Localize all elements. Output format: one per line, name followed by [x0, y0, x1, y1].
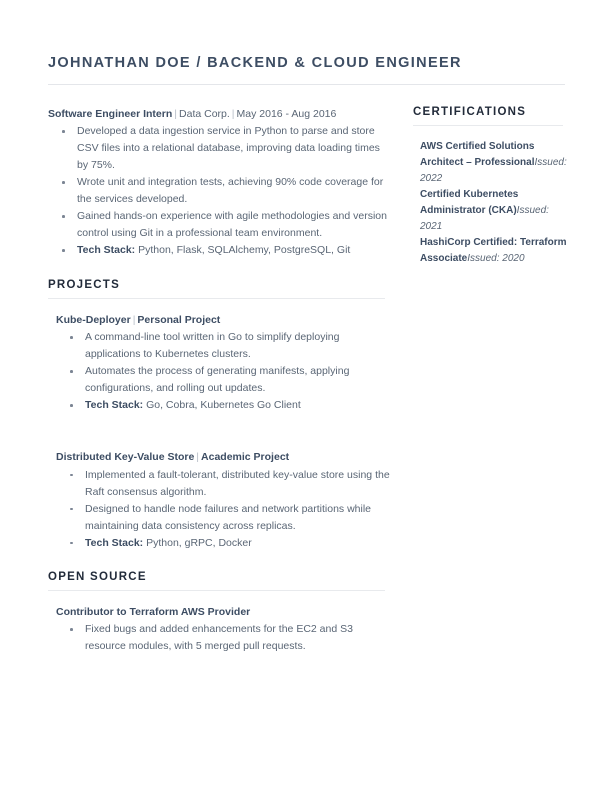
list-item: [420, 139, 573, 187]
section-certifications: [413, 106, 573, 267]
section-heading-projects: PROJECTS: [48, 279, 120, 292]
tech-stack-label: Tech Stack:: [85, 536, 144, 549]
list-item: Designed to handle node failures and network partitions while maintaining data consistency across replicas.: [56, 501, 393, 535]
experience-dates: May 2016 - Aug 2016: [236, 107, 337, 120]
project-title: [56, 449, 393, 465]
tech-stack-value: Go, Cobra, Kubernetes Go Client: [146, 399, 301, 412]
separator-icon: |: [132, 314, 136, 327]
project-entry-distributed-kv-store: [48, 449, 393, 551]
spacer: [48, 299, 393, 312]
list-item: Implemented a fault-tolerant, distributed key-value store using the Raft consensus algorithm.: [56, 467, 393, 501]
project-kind: Academic Project: [201, 451, 290, 464]
separator-icon: |: [174, 107, 178, 120]
project-title: [56, 312, 393, 328]
open-source-bullets: [56, 621, 393, 655]
section-open-source: [48, 571, 393, 655]
list-item-tech-stack: [56, 535, 393, 552]
spacer: [48, 591, 393, 604]
list-item: Wrote unit and integration tests, achieving 90% code coverage for the services developed.: [48, 174, 393, 208]
spacer: [48, 259, 393, 279]
section-heading-certifications: CERTIFICATIONS: [413, 105, 527, 118]
project-bullets: [56, 467, 393, 552]
open-source-entry: [48, 604, 393, 655]
tech-stack-value: Python, Flask, SQLAlchemy, PostgreSQL, Git: [138, 244, 351, 257]
certification-issued: Issued: 2020: [467, 252, 525, 264]
certification-issued: Issued: 2022: [420, 156, 567, 184]
list-item: Developed a data ingestion service in Python to parse and store CSV files into a relational database, improving data loading times by 75%.: [48, 123, 393, 174]
experience-entry-title: [48, 106, 393, 122]
certification-issued: Issued: 2021: [420, 204, 549, 232]
open-source-title: Contributor to Terraform AWS Provider: [56, 605, 251, 618]
content-columns: [48, 106, 565, 655]
header-divider: [48, 84, 565, 85]
certifications-list: [413, 139, 573, 267]
section-divider: [413, 125, 563, 126]
page-title: JOHNATHAN DOE / BACKEND & CLOUD ENGINEER: [48, 55, 462, 71]
experience-role: Software Engineer Intern: [48, 107, 173, 120]
experience-bullets: [48, 123, 393, 259]
list-item: A command-line tool written in Go to simplify deploying applications to Kubernetes clusters.: [56, 329, 393, 363]
list-item: Gained hands-on experience with agile methodologies and version control using Git in a professional team environment.: [48, 208, 393, 242]
list-item-tech-stack: [56, 397, 393, 414]
main-column: [48, 106, 393, 655]
spacer: [48, 414, 393, 449]
list-item-tech-stack: [48, 242, 393, 259]
project-bullets: [56, 329, 393, 414]
certification-name: HashiCorp Certified: Terraform Associate: [420, 236, 567, 264]
tech-stack-value: Python, gRPC, Docker: [146, 536, 252, 549]
list-item: Automates the process of generating manifests, applying configurations, and rolling out updates.: [56, 363, 393, 397]
spacer: [48, 552, 393, 571]
section-heading-open-source: OPEN SOURCE: [48, 570, 147, 583]
separator-icon: |: [231, 107, 235, 120]
list-item: [420, 235, 573, 267]
project-entry-kube-deployer: [48, 312, 393, 414]
certification-name: AWS Certified Solutions Architect – Professional: [420, 140, 535, 168]
list-item: [420, 187, 573, 235]
experience-entry: [48, 106, 393, 259]
tech-stack-label: Tech Stack:: [77, 244, 136, 257]
section-projects: [48, 279, 393, 552]
experience-company: Data Corp.: [179, 107, 230, 120]
separator-icon: |: [196, 451, 200, 464]
list-item: Fixed bugs and added enhancements for the EC2 and S3 resource modules, with 5 merged pull requests.: [56, 621, 393, 655]
project-name: Distributed Key-Value Store: [56, 451, 195, 464]
tech-stack-label: Tech Stack:: [85, 399, 144, 412]
project-name: Kube-Deployer: [56, 314, 131, 327]
project-kind: Personal Project: [137, 314, 221, 327]
certification-name: Certified Kubernetes Administrator (CKA): [420, 188, 519, 216]
resume-header: [48, 48, 565, 85]
side-column: [413, 106, 573, 267]
